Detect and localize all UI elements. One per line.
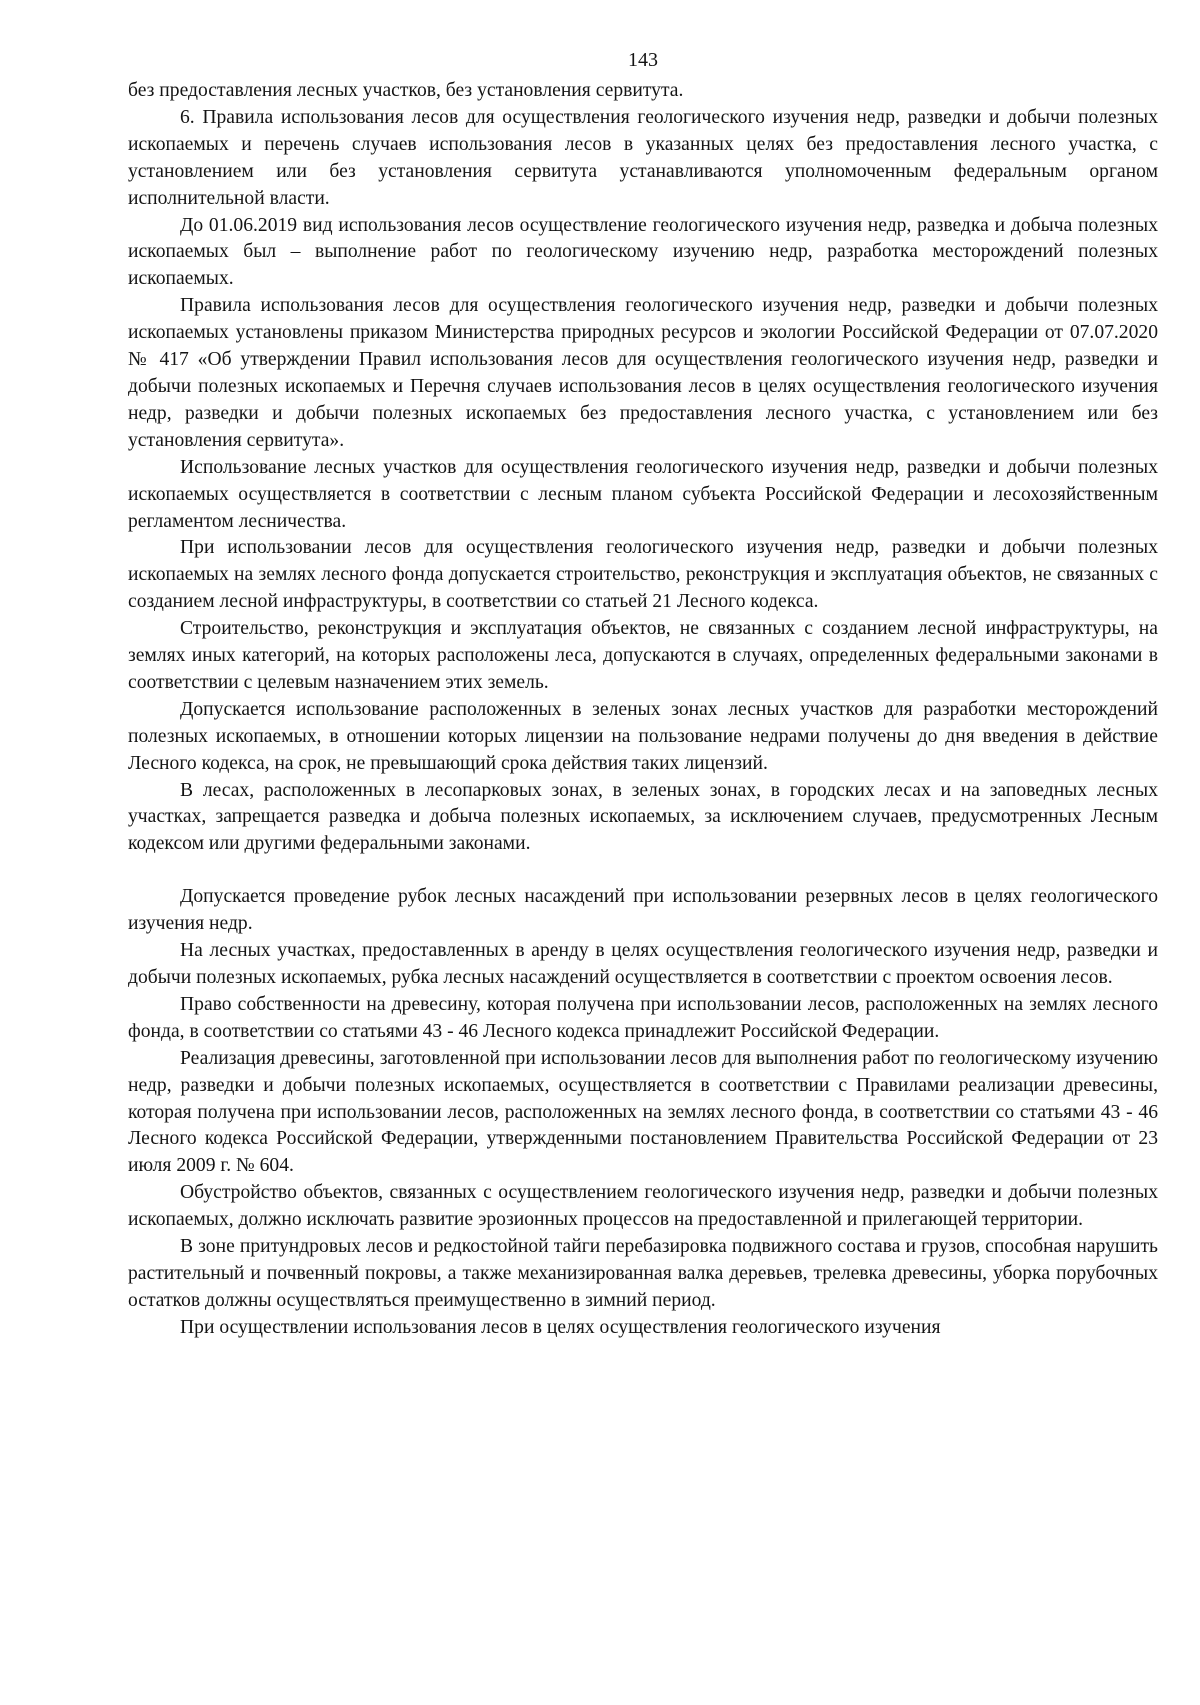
paragraph-wood-ownership: Право собственности на древесину, которая получена при использовании лесов, расположенных на землях лесного фонда, в соответствии со статьями 43 - 46 Лесного кодекса принадлежит Российской Федерации.: [128, 993, 1158, 1042]
paragraph-rules-order-417: Правила использования лесов для осуществления геологического изучения недр, разведки и добычи полезных ископаемых установлены приказом Министерства природных ресурсов и экологии Российской Федерации от 07.07.2020 № 417 «Об утверждении Правил использования лесов для осуществления геологического изучения недр, разведки и добычи полезных ископаемых и Перечня случаев использования лесов в целях осуществления геологического изучения недр, разведки и добычи полезных ископаемых без предоставления лесного участка, с установлением или без установления сервитута».: [128, 295, 1158, 451]
paragraph-leased-plots: На лесных участках, предоставленных в аренду в целях осуществления геологического изучения недр, разведки и добычи полезных ископаемых, рубка лесных насаждений осуществляется в соответствии с проектом освоения лесов.: [128, 940, 1158, 988]
paragraph-before-2019: До 01.06.2019 вид использования лесов осуществление геологического изучения недр, разведка и добыча полезных ископаемых был – выполнение работ по геологическому изучению недр, разработка месторождений полезных ископаемых.: [128, 214, 1158, 290]
paragraph-continuation: без предоставления лесных участков, без установления сервитута.: [128, 80, 684, 101]
paragraph-green-zones-licenses: Допускается использование расположенных в зеленых зонах лесных участков для разработки месторождений полезных ископаемых, в отношении которых лицензии на пользование недрами получены до дня введения в действие Лесного кодекса, на срок, не превышающий срока действия таких лицензий.: [128, 698, 1158, 774]
paragraph-reserve-forests: Допускается проведение рубок лесных насаждений при использовании резервных лесов в целях геологического изучения недр.: [128, 886, 1158, 935]
paragraph-prohibition: В лесах, расположенных в лесопарковых зонах, в зеленых зонах, в городских лесах и на заповедных лесных участках, запрещается разведка и добыча полезных ископаемых, за исключением случаев, предусмотренных Лесным кодексом или другими федеральными законами.: [128, 779, 1158, 855]
document-page: [128, 48, 1158, 1342]
paragraph-construction-other-lands: Строительство, реконструкция и эксплуатация объектов, не связанных с созданием лесной инфраструктуры, на землях иных категорий, на которых расположены леса, допускаются в случаях, определенных федеральными законами в соответствии с целевым назначением этих земель.: [128, 618, 1158, 693]
paragraph-wood-sale: Реализация древесины, заготовленной при использовании лесов для выполнения работ по геологическому изучению недр, разведки и добычи полезных ископаемых, осуществляется в соответствии с Правилами реализации древесины, которая получена при использовании лесов, расположенных на землях лесного фонда, в соответствии со статьями 43 - 46 Лесного кодекса Российской Федерации, утвержденными постановлением Правительства Российской Федерации от 23 июля 2009 г. № 604.: [128, 1047, 1158, 1177]
paragraph-construction-forest-fund: При использовании лесов для осуществления геологического изучения недр, разведки и добычи полезных ископаемых на землях лесного фонда допускается строительство, реконструкция и эксплуатация объектов, не связанных с созданием лесной инфраструктуры, в соответствии со статьей 21 Лесного кодекса.: [128, 537, 1158, 613]
paragraph-item-6: 6. Правила использования лесов для осуществления геологического изучения недр, разведки и добычи полезных ископаемых и перечень случаев использования лесов в указанных целях без предоставления лесного участка, с установлением или без установления сервитута устанавливаются уполномоченным федеральным органом исполнительной власти.: [128, 106, 1158, 209]
paragraph-tundra-forests: В зоне притундровых лесов и редкостойной тайги перебазировка подвижного состава и грузов, способная нарушить растительный и почвенный покровы, а также механизированная валка деревьев, трелевка древесины, уборка порубочных остатков должны осуществляться преимущественно в зимний период.: [128, 1236, 1158, 1311]
paragraph-forest-plan: Использование лесных участков для осуществления геологического изучения недр, разведки и добычи полезных ископаемых осуществляется в соответствии с лесным планом субъекта Российской Федерации и лесохозяйственным регламентом лесничества.: [128, 456, 1158, 532]
page-number: 143: [628, 49, 658, 71]
paragraph-continued: При осуществлении использования лесов в целях осуществления геологического изучения: [180, 1316, 941, 1338]
paragraph-erosion: Обустройство объектов, связанных с осуществлением геологического изучения недр, разведки и добычи полезных ископаемых, должно исключать развитие эрозионных процессов на предоставленной и прилегающей территории.: [128, 1182, 1158, 1231]
